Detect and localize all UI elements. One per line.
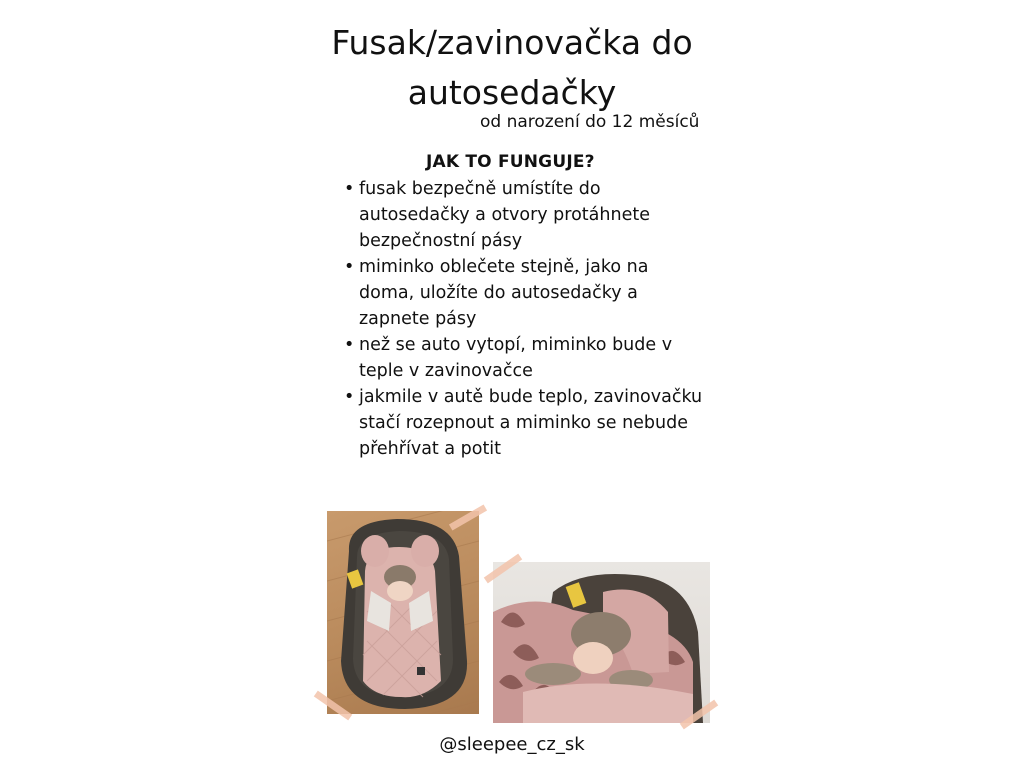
bullet-item: • fusak bezpečně umístíte do autosedačky a otvory protáhnete bezpečnostní pásy: [344, 176, 704, 254]
subtitle: od narození do 12 měsíců: [480, 112, 700, 132]
photo-car-seat-illustration: [327, 511, 479, 714]
photo-car-seat-close-up: [493, 562, 710, 723]
bullet-item: • než se auto vytopí, miminko bude v teple v zavinovačce: [344, 332, 704, 384]
bullet-list: [344, 176, 704, 462]
title-line-2: autosedačky: [407, 73, 617, 112]
instagram-handle: @sleepee_cz_sk: [439, 734, 585, 755]
page-title: [300, 18, 724, 118]
bullet-item: • miminko oblečete stejně, jako na doma, uložíte do autosedačky a zapnete pásy: [344, 254, 704, 332]
bullet-item: • jakmile v autě bude teplo, zavinovačku stačí rozepnout a miminko se nebude přehřívat a potit: [344, 384, 704, 462]
title-line-1: Fusak/zavinovačka do: [331, 23, 693, 62]
photo-car-seat-top-view: [327, 511, 479, 714]
photo-baby-closeup-illustration: [493, 562, 710, 723]
section-heading: JAK TO FUNGUJE?: [426, 152, 595, 172]
